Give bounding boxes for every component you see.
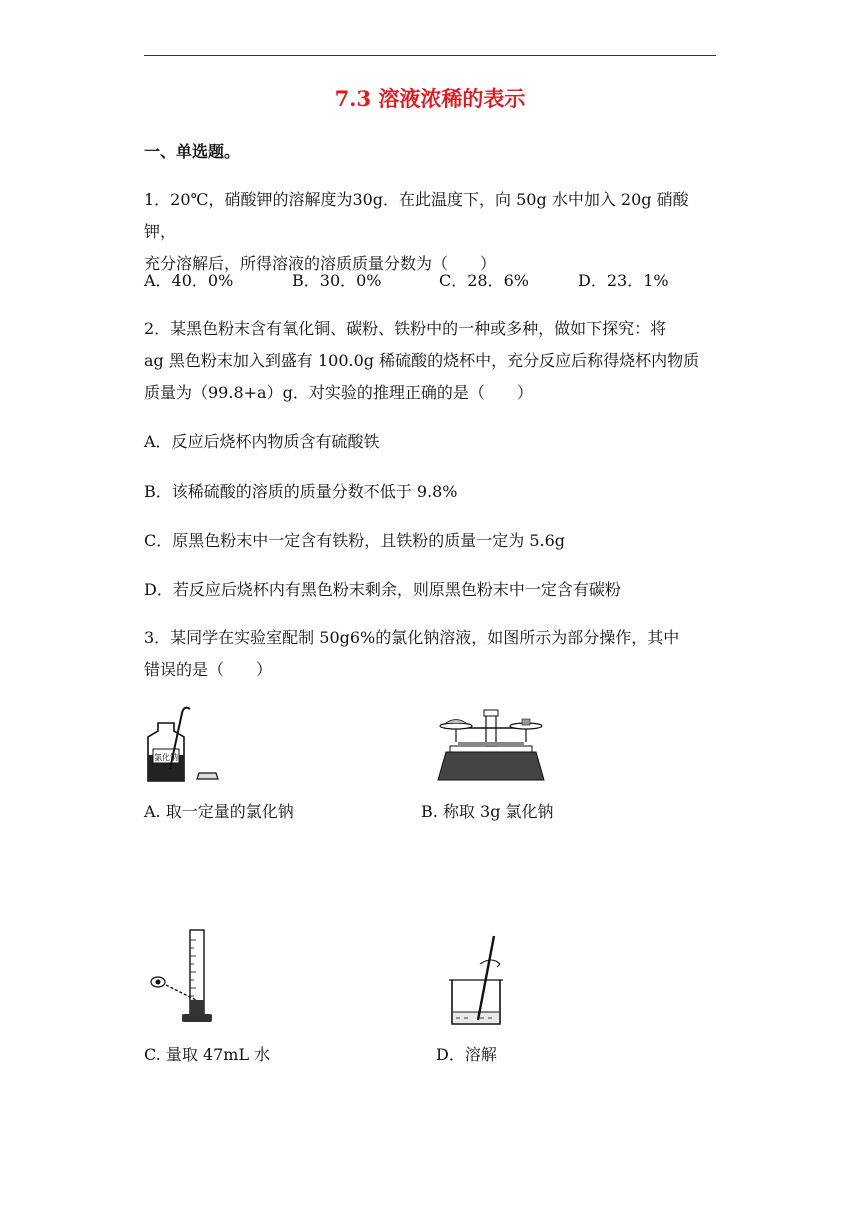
header-rule [144, 55, 716, 56]
question-2-line-3: 质量为（99.8+a）g．对实验的推理正确的是（ ） [144, 383, 533, 402]
q2-option-d[interactable]: D．若反应后烧杯内有黑色粉末剩余，则原黑色粉末中一定含有碳粉 [144, 580, 621, 599]
q1-option-c[interactable]: C．28．6% [439, 271, 529, 290]
question-2-line-2: ag 黑色粉末加入到盛有 100.0g 稀硫酸的烧杯中，充分反应后称得烧杯内物质 [144, 351, 700, 370]
caption-d: D．溶解 [436, 1045, 497, 1064]
caption-c: C. 量取 47mL 水 [144, 1045, 271, 1064]
beaker-figure [446, 934, 506, 1028]
section-heading: 一、单选题。 [144, 142, 241, 161]
question-1-line-2: 充分溶解后，所得溶液的溶质质量分数为（ ） [144, 254, 497, 273]
bottle-label: 氯化钠 [154, 753, 178, 762]
q2-option-a[interactable]: A．反应后烧杯内物质含有硫酸铁 [144, 432, 380, 451]
question-2 [144, 313, 716, 409]
question-2-line-1: 2．某黑色粉末含有氧化铜、碳粉、铁粉中的一种或多种，做如下探究：将 [144, 319, 667, 338]
question-3-line-2: 错误的是（ ） [144, 660, 273, 679]
q1-option-b[interactable]: B．30．0% [292, 271, 382, 290]
graduated-cylinder-figure [144, 928, 224, 1026]
balance-scale-figure [436, 706, 546, 786]
q1-option-a[interactable]: A．40．0% [144, 271, 234, 290]
question-3-line-1: 3．某同学在实验室配制 50g6%的氯化钠溶液，如图所示为部分操作，其中 [144, 628, 680, 647]
q1-option-d[interactable]: D．23．1% [578, 271, 669, 290]
question-1 [144, 184, 716, 280]
caption-a: A. 取一定量的氯化钠 [144, 802, 294, 821]
page-title: 7.3 溶液浓稀的表示 [334, 86, 526, 111]
caption-b: B. 称取 3g 氯化钠 [421, 802, 554, 821]
question-3 [144, 622, 716, 686]
question-1-line-1: 1．20℃，硝酸钾的溶解度为30g．在此温度下，向 50g 水中加入 20g 硝酸钾， [144, 190, 689, 241]
q2-option-c[interactable]: C．原黑色粉末中一定含有铁粉，且铁粉的质量一定为 5.6g [144, 531, 566, 550]
q2-option-b[interactable]: B．该稀硫酸的溶质的质量分数不低于 9.8% [144, 482, 458, 501]
reagent-bottle-figure [144, 703, 224, 788]
